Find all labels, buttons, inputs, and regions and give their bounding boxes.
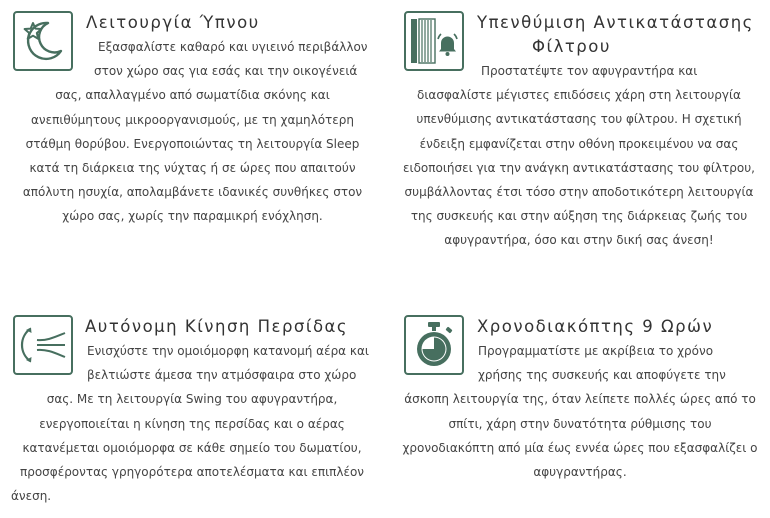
feature-description (393, 59, 765, 253)
feature-title: Χρονοδιακόπτης 9 Ωρών (477, 317, 714, 336)
text-line: Εξασφαλίστε καθαρό και υγιεινό περιβάλλον (98, 40, 368, 54)
text-line: ειδοποιήσει για την ανάγκη αντικατάστασης του φίλτρου, (403, 160, 755, 175)
feature-timer (385, 300, 770, 518)
text-line: ανεπιθύμητους μικροοργανισμούς, με τη χαμηλότερη (31, 112, 354, 127)
text-line: στον χώρο σας για εσάς και την οικογένειά (94, 64, 358, 79)
feature-title: Λειτουργία Ύπνου (86, 13, 260, 32)
text-line: αφυγραντήρα, όσο και στην δική σας άνεση! (444, 233, 714, 248)
text-line: της συσκευής και στην αύξηση της διάρκειας ζωής του (410, 209, 748, 224)
feature-description (391, 339, 769, 484)
text-line: διασφαλίστε μέγιστες επιδόσεις χάρη στη λειτουργία (417, 88, 741, 103)
text-line: προσφέροντας γρηγορότερα αποτελέσματα και επιπλέον (20, 465, 364, 480)
text-line: αφυγραντήρας. (533, 465, 627, 480)
text-line: βελτιώστε άμεσα την ατμόσφαιρα στο χώρο (87, 368, 357, 383)
feature-swing-louver (0, 300, 385, 518)
feature-filter-reminder (385, 0, 770, 260)
text-line: χρήσης της συσκευής και αποφύγετε την (478, 368, 726, 383)
text-line: συμβάλλοντας έτσι τόσο στην αποδοτικότερη λειτουργία (404, 185, 754, 200)
text-line: χώρο σας, χωρίς την παραμικρή ενόχληση. (62, 209, 323, 224)
feature-title: Αυτόνομη Κίνηση Περσίδας (85, 317, 349, 336)
text-line: Προστατέψτε τον αφυγραντήρα και (481, 64, 698, 78)
text-line: σας, απαλλαγμένο από σωματίδια σκόνης και (55, 88, 330, 103)
text-line: σας. Με τη λειτουργία Swing του αφυγραντήρα, (46, 392, 338, 407)
text-line: χρονοδιακόπτη από μία έως εννέα ώρες που εξασφαλίζει ο (402, 440, 758, 455)
text-line: ένδειξη εμφανίζεται στην οθόνη προκειμένου να σας (419, 136, 739, 151)
text-line: άνεση. (11, 489, 52, 504)
text-line: κατανέμεται ομοιόμορφα σε κάθε σημείο του δωματίου, (22, 440, 362, 455)
text-line: σπίτι, χάρη στην δυνατότητα ρύθμισης του (448, 416, 712, 431)
text-line: υπενθύμισης αντικατάστασης του φίλτρου. Η σχετική (416, 112, 742, 127)
feature-sleep-mode (0, 0, 385, 260)
text-line: Ενισχύστε την ομοιόμορφη κατανομή αέρα και (87, 344, 369, 358)
feature-description (10, 35, 375, 229)
feature-title-line-2: Φίλτρου (532, 37, 611, 56)
text-line: άσκοπη λειτουργία της, όταν λείπετε πολλές ώρες από το (404, 392, 756, 407)
feature-title: Υπενθύμιση Αντικατάστασης (477, 13, 754, 32)
text-line: Προγραμματίστε με ακρίβεια το χρόνο (478, 344, 714, 358)
text-line: κατά τη διάρκεια της νύχτας ή σε ώρες που απαιτούν (29, 161, 356, 176)
feature-description (3, 339, 381, 508)
text-line: ενεργοποιείται η κίνηση της περσίδας και ο αέρας (39, 416, 345, 431)
text-line: στάθμη θορύβου. Ενεργοποιώντας τη λειτουργία Sleep (25, 136, 360, 151)
text-line: απόλυτη ησυχία, απολαμβάνετε ιδανικές συνθήκες στον (22, 185, 363, 200)
